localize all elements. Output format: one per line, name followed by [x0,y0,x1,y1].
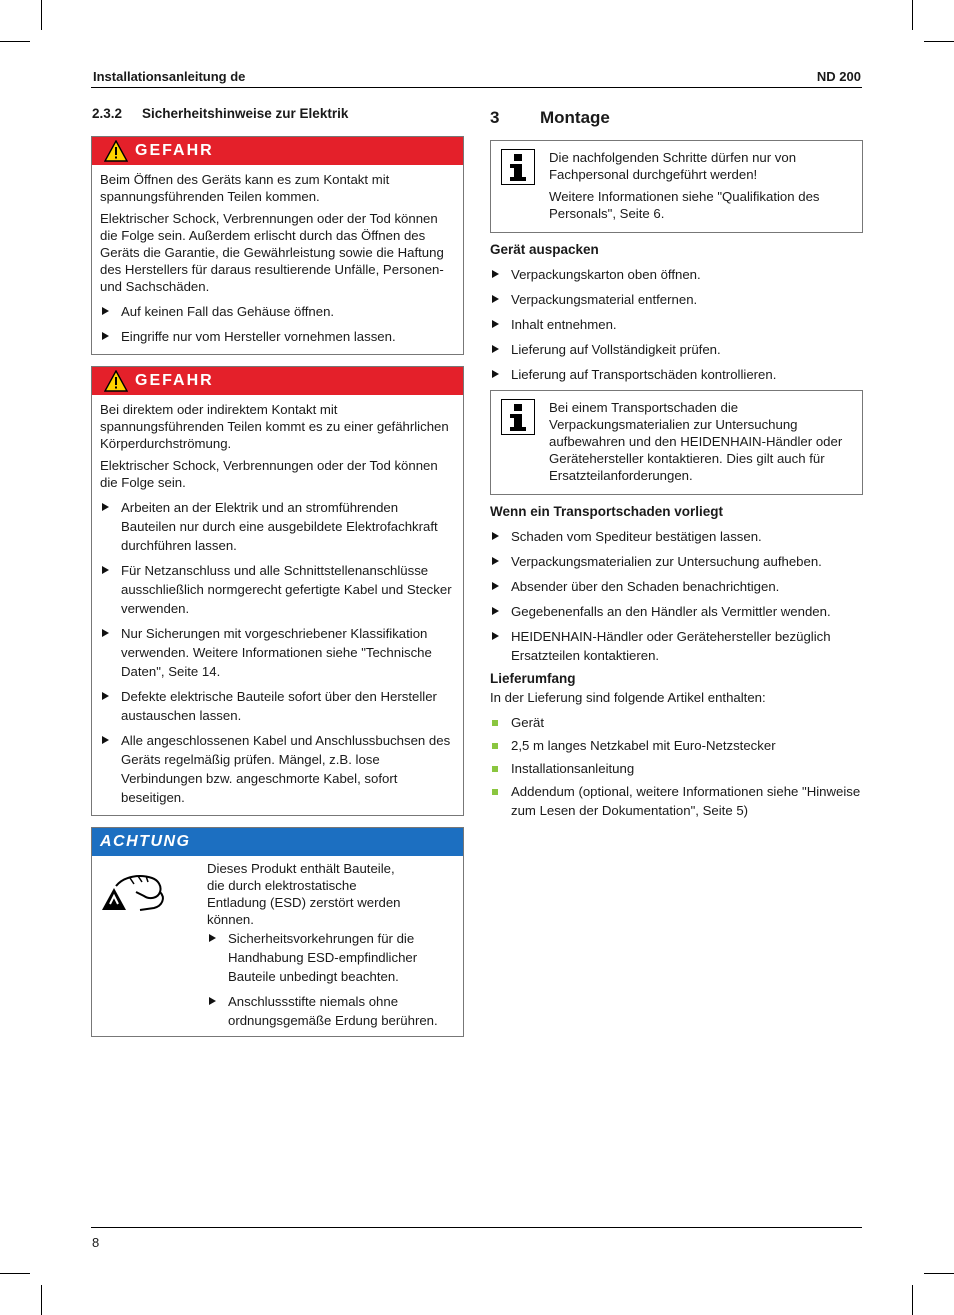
attention-bar [92,828,463,856]
arrow-bullet-icon [102,307,109,315]
header-product: ND 200 [816,69,861,84]
list-item: Arbeiten an der Elektrik und an stromführenden Bauteilen nur durch eine ausgebildete Elektrofachkraft durchführen lassen. [100,498,453,555]
danger-box [91,136,464,355]
danger-bar [92,367,463,395]
arrow-bullet-icon [102,503,109,511]
attention-label: ACHTUNG [100,833,191,850]
arrow-bullet-icon [492,320,499,328]
section-title: Sicherheitshinweise zur Elektrik [142,106,349,121]
danger-bar [92,137,463,165]
arrow-bullet-icon [209,997,216,1005]
arrow-bullet-icon [102,736,109,744]
list-item: Nur Sicherungen mit vorgeschriebener Klassifikation verwenden. Weitere Informationen siehe "Technische Daten", Seite 14. [100,624,453,681]
section-number: 2.3.2 [92,106,123,121]
list-item: Eingriffe nur vom Hersteller vornehmen lassen. [100,327,453,346]
list-item: Anschlussstifte niemals ohne ordnungsgemäße Erdung berühren. [207,992,453,1030]
arrow-bullet-icon [209,934,216,942]
list-item: Addendum (optional, weitere Informationen siehe "Hinweise zum Lesen der Dokumentation", Seite 5) [490,782,863,820]
instruction-list [490,265,863,384]
info-text: Weitere Informationen siehe "Qualifikation des Personals", Seite 6. [549,189,820,221]
info-box [490,390,863,495]
list-item: Verpackungsmaterial entfernen. [490,290,863,309]
crop-mark [912,0,913,30]
instruction-list [207,929,453,1030]
arrow-bullet-icon [102,692,109,700]
danger-body [92,395,463,815]
list-item: Gegebenenfalls an den Händler als Vermittler wenden. [490,602,863,621]
square-bullet-icon [492,789,498,795]
header-title: Installationsanleitung de [93,69,246,84]
list-item: Absender über den Schaden benachrichtigen. [490,577,863,596]
crop-mark [924,41,954,42]
crop-mark [0,41,30,42]
delivery-list [490,713,863,820]
square-bullet-icon [492,720,498,726]
danger-label: GEFAHR [135,372,214,389]
attention-body [92,856,463,1036]
crop-mark [41,0,42,30]
danger-label: GEFAHR [135,142,214,159]
esd-hand-icon [100,870,170,912]
instruction-list [100,302,453,346]
esd-icon [100,860,207,1030]
list-item: Sicherheitsvorkehrungen für die Handhabung ESD-empfindlicher Bauteile unbedingt beachten. [207,929,453,986]
arrow-bullet-icon [492,345,499,353]
list-item: Defekte elektrische Bauteile sofort über den Hersteller austauschen lassen. [100,687,453,725]
arrow-bullet-icon [492,532,499,540]
subsection-title: Wenn ein Transportschaden vorliegt [490,504,724,519]
list-item: HEIDENHAIN-Händler oder Gerätehersteller bezüglich Ersatzteilen kontaktieren. [490,627,863,665]
crop-mark [924,1273,954,1274]
attention-text: Dieses Produkt enthält Bauteile, die durch elektrostatische Entladung (ESD) zerstört werden können. [207,861,401,927]
footer-rule [91,1227,862,1228]
list-item: Lieferung auf Transportschäden kontrollieren. [490,365,863,384]
info-box [490,140,863,233]
subsection-title: Gerät auspacken [490,242,599,257]
info-text: Bei einem Transportschaden die Verpackungsmaterialien zur Untersuchung aufbewahren und den HEIDENHAIN-Händler oder Gerätehersteller kontaktieren. Dies gilt auch für Ersatzteilanforderungen. [549,400,843,483]
instruction-list [490,527,863,665]
left-column [91,106,464,1048]
list-item: Installationsanleitung [490,759,863,778]
chapter-title: Montage [540,108,610,127]
warning-triangle-icon [104,140,128,162]
info-content [549,149,852,222]
danger-box [91,366,464,816]
arrow-bullet-icon [102,332,109,340]
list-item: Inhalt entnehmen. [490,315,863,334]
square-bullet-icon [492,766,498,772]
delivery-intro: In der Lieferung sind folgende Artikel enthalten: [490,690,766,705]
right-column [490,106,863,824]
info-icon [501,149,549,222]
square-bullet-icon [492,743,498,749]
danger-text: Elektrischer Schock, Verbrennungen oder der Tod können die Folge sein. [100,458,438,490]
crop-mark [41,1285,42,1315]
arrow-bullet-icon [492,557,499,565]
list-item: Verpackungsmaterialien zur Untersuchung aufheben. [490,552,863,571]
warning-triangle-icon [104,370,128,392]
list-item: Alle angeschlossenen Kabel und Anschlussbuchsen des Geräts regelmäßig prüfen. Mängel, z.B. lose Verbindungen bzw. angeschmorte Kabel, sofort beseitigen. [100,731,453,807]
attention-box [91,827,464,1037]
arrow-bullet-icon [492,370,499,378]
arrow-bullet-icon [102,629,109,637]
instruction-list [100,498,453,807]
info-content [549,399,852,484]
danger-body [92,165,463,354]
list-item: Für Netzanschluss und alle Schnittstellenanschlüsse ausschließlich normgerecht gefertigte Kabel und Stecker verwenden. [100,561,453,618]
chapter-number: 3 [490,108,500,127]
arrow-bullet-icon [492,295,499,303]
chapter-heading [490,106,863,140]
list-item: Schaden vom Spediteur bestätigen lassen. [490,527,863,546]
page-number: 8 [92,1235,100,1250]
crop-mark [0,1273,30,1274]
section-heading [91,106,464,136]
danger-text: Beim Öffnen des Geräts kann es zum Kontakt mit spannungsführenden Teilen kommen. [100,172,390,204]
list-item: Lieferung auf Vollständigkeit prüfen. [490,340,863,359]
danger-text: Bei direktem oder indirektem Kontakt mit spannungsführenden Teilen kommt es zu einer gefährlichen Körperdurchströmung. [100,402,449,451]
arrow-bullet-icon [492,270,499,278]
arrow-bullet-icon [102,566,109,574]
info-icon [501,399,549,484]
arrow-bullet-icon [492,582,499,590]
page-header [91,68,862,88]
subsection-title: Lieferumfang [490,671,576,686]
danger-text: Elektrischer Schock, Verbrennungen oder der Tod können die Folge sein. Außerdem erlischt durch das Öffnen des Geräts die Garantie, die Gewährleistung sowie die Haftung des Herstellers für daraus resultierende Unfälle, Personen- und Sachschäden. [100,211,444,294]
arrow-bullet-icon [492,632,499,640]
list-item: Auf keinen Fall das Gehäuse öffnen. [100,302,453,321]
list-item: 2,5 m langes Netzkabel mit Euro-Netzstecker [490,736,863,755]
list-item: Verpackungskarton oben öffnen. [490,265,863,284]
attention-content [207,860,453,1030]
arrow-bullet-icon [492,607,499,615]
list-item: Gerät [490,713,863,732]
crop-mark [912,1285,913,1315]
info-text: Die nachfolgenden Schritte dürfen nur von Fachpersonal durchgeführt werden! [549,150,797,182]
